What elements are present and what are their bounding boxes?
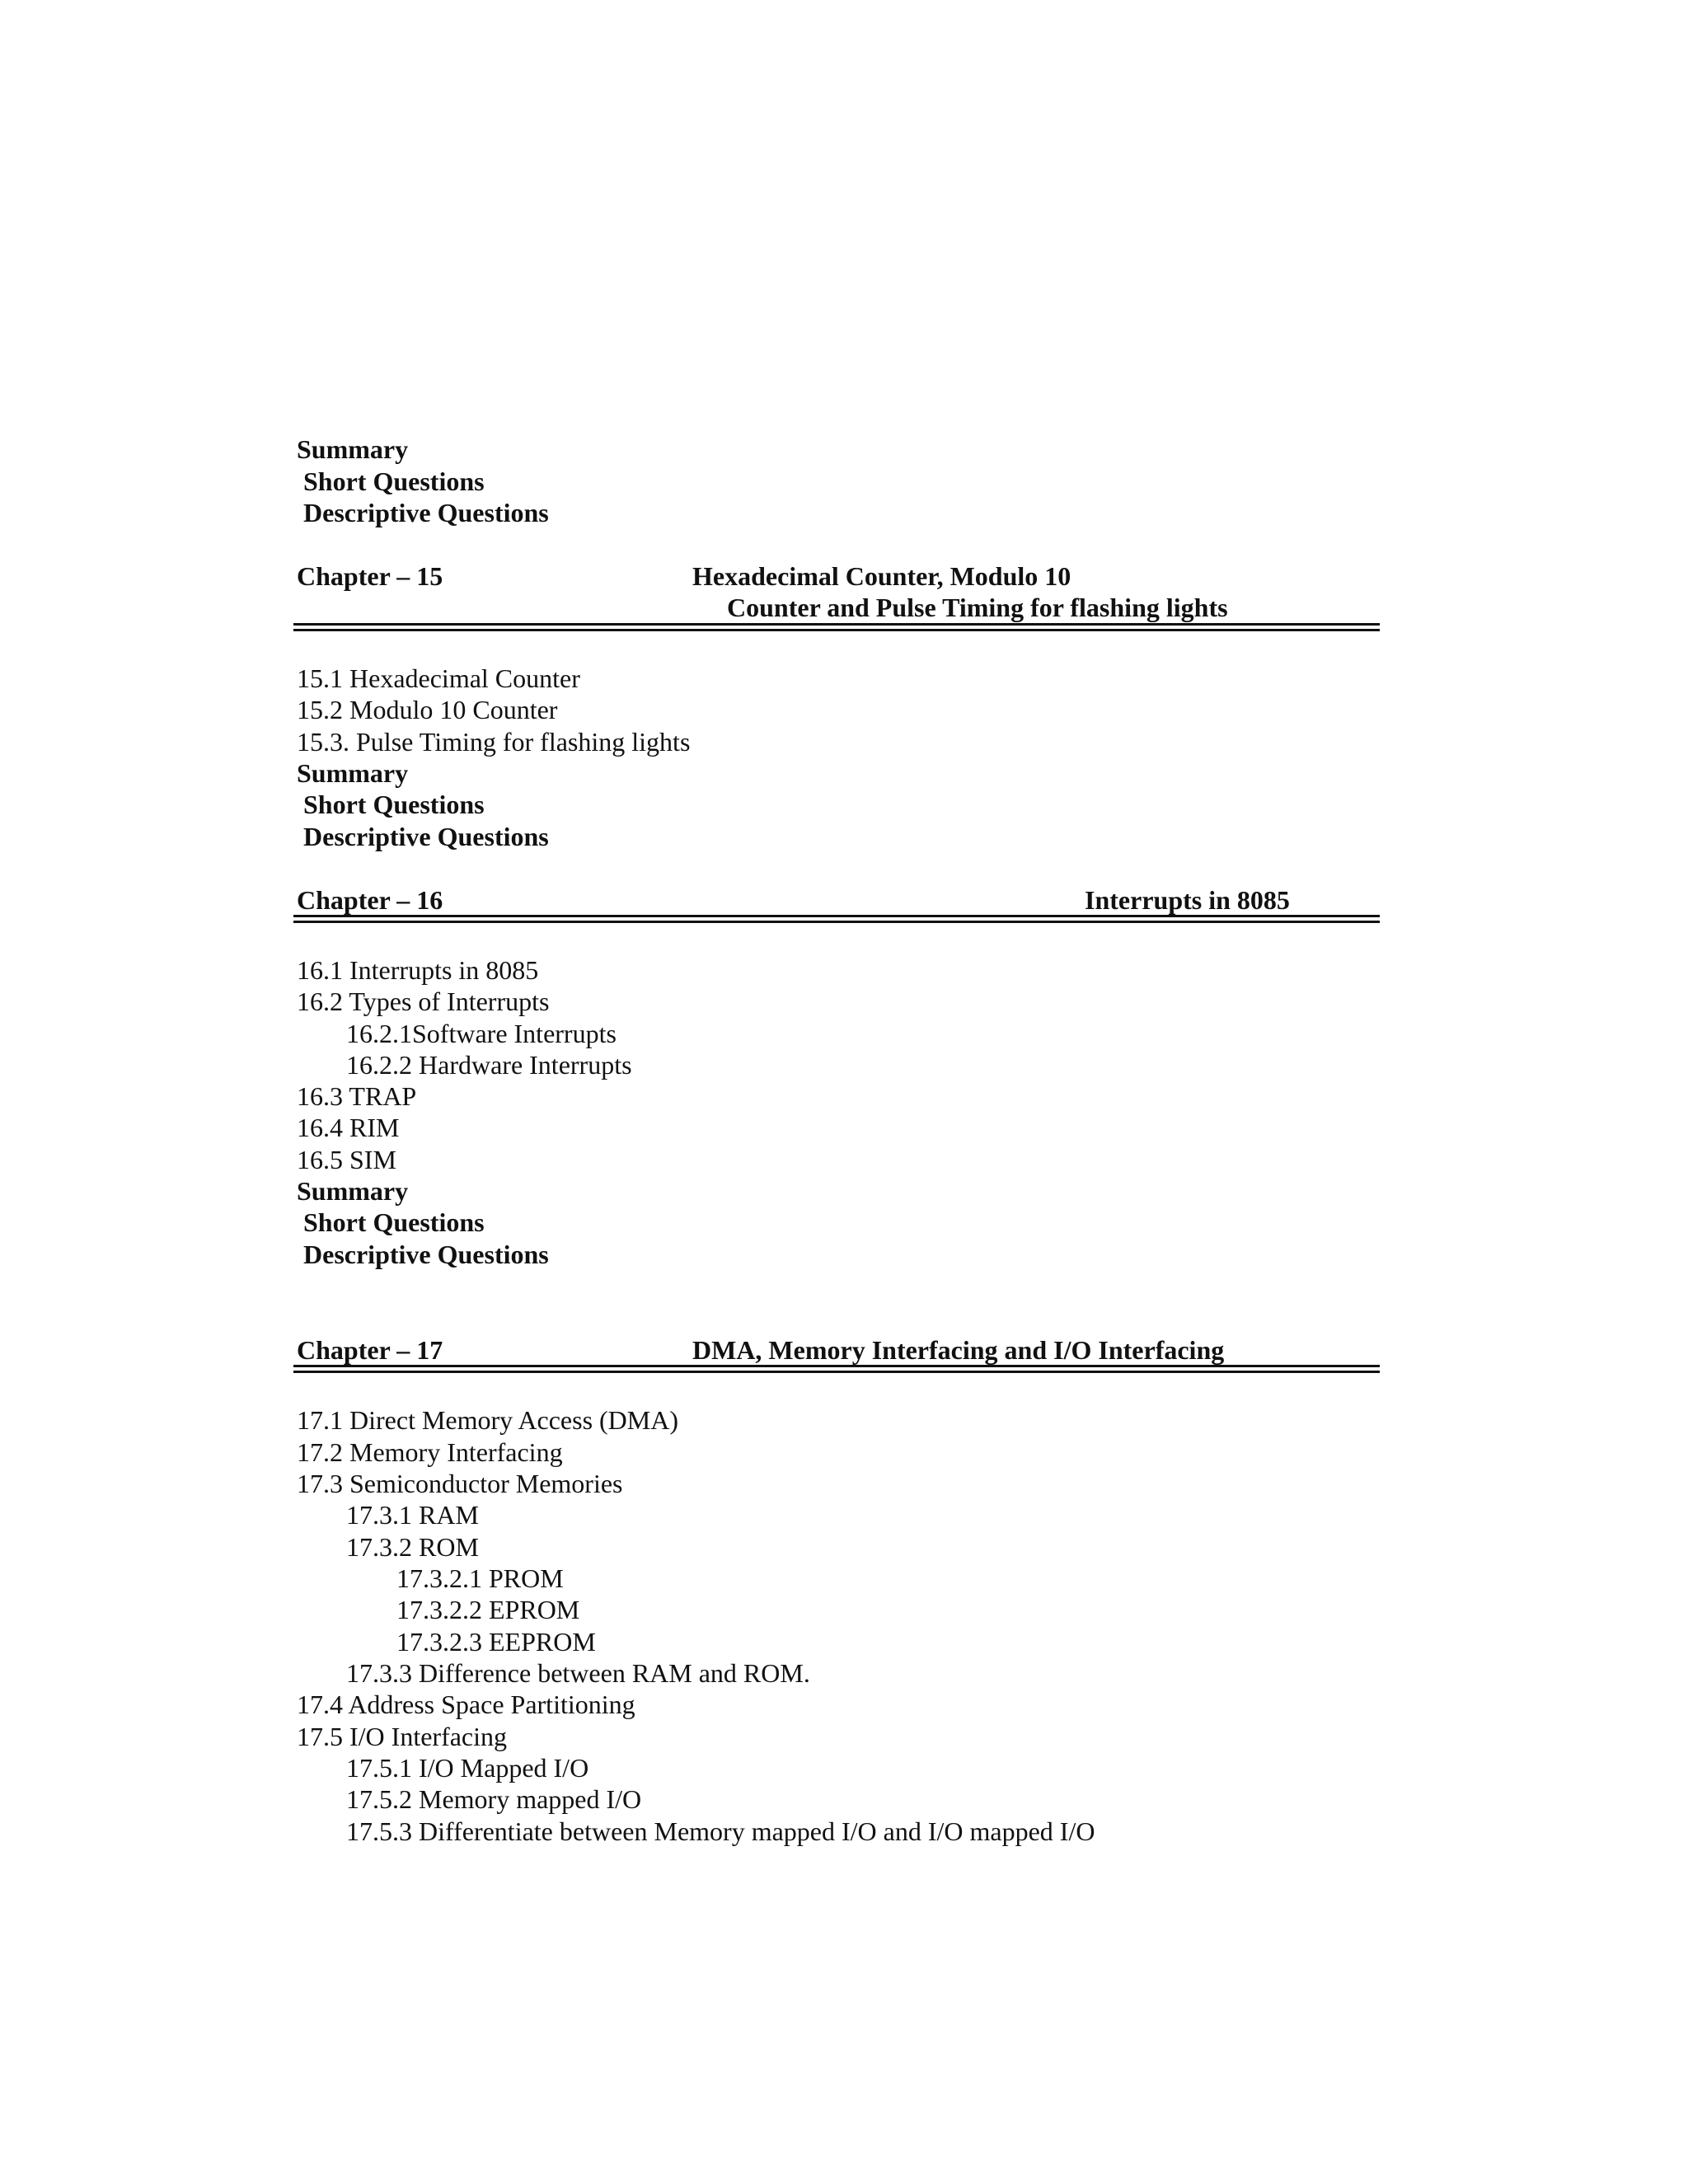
short-questions-heading: Short Questions <box>303 1207 485 1237</box>
toc-item: 16.2 Types of Interrupts <box>297 987 550 1016</box>
toc-subitem: 17.5.3 Differentiate between Memory mapped I/O and I/O mapped I/O <box>346 1816 1095 1846</box>
toc-subitem: 17.3.2 ROM <box>346 1532 479 1562</box>
summary-heading: Summary <box>297 1176 409 1206</box>
toc-subitem: 17.3.1 RAM <box>346 1500 479 1530</box>
short-questions-heading: Short Questions <box>303 790 485 819</box>
toc-subsubitem: 17.3.2.2 EPROM <box>396 1595 580 1624</box>
toc-item: 15.1 Hexadecimal Counter <box>297 663 580 693</box>
toc-item: 16.1 Interrupts in 8085 <box>297 955 539 985</box>
toc-item: 15.3. Pulse Timing for flashing lights <box>297 727 691 757</box>
chapter-17-title: DMA, Memory Interfacing and I/O Interfacing <box>692 1335 1225 1365</box>
chapter-16-rule <box>293 915 1380 923</box>
toc-subsubitem: 17.3.2.1 PROM <box>396 1563 564 1593</box>
chapter-17-rule <box>293 1365 1380 1373</box>
summary-heading: Summary <box>297 758 409 788</box>
toc-item: 15.2 Modulo 10 Counter <box>297 695 558 724</box>
descriptive-questions-heading: Descriptive Questions <box>303 498 549 527</box>
toc-item: 16.3 TRAP <box>297 1081 417 1111</box>
chapter-15-title-line2: Counter and Pulse Timing for flashing lights <box>727 593 1228 622</box>
short-questions-heading: Short Questions <box>303 466 485 496</box>
descriptive-questions-heading: Descriptive Questions <box>303 822 549 851</box>
toc-subitem: 17.5.2 Memory mapped I/O <box>346 1784 642 1814</box>
toc-subitem: 17.3.3 Difference between RAM and ROM. <box>346 1658 810 1688</box>
toc-subitem: 17.5.1 I/O Mapped I/O <box>346 1753 589 1783</box>
toc-item: 16.5 SIM <box>297 1145 396 1174</box>
chapter-17-label: Chapter – 17 <box>297 1335 443 1365</box>
summary-heading: Summary <box>297 434 409 464</box>
chapter-16-title: Interrupts in 8085 <box>1085 885 1290 915</box>
toc-item: 17.1 Direct Memory Access (DMA) <box>297 1405 678 1435</box>
toc-item: 17.3 Semiconductor Memories <box>297 1469 623 1498</box>
toc-item: 17.2 Memory Interfacing <box>297 1437 563 1467</box>
toc-subitem: 16.2.2 Hardware Interrupts <box>346 1050 632 1080</box>
toc-item: 16.4 RIM <box>297 1113 400 1142</box>
chapter-15-label: Chapter – 15 <box>297 561 443 591</box>
toc-subsubitem: 17.3.2.3 EEPROM <box>396 1627 596 1657</box>
toc-subitem: 16.2.1Software Interrupts <box>346 1019 617 1048</box>
chapter-16-label: Chapter – 16 <box>297 885 443 915</box>
descriptive-questions-heading: Descriptive Questions <box>303 1240 549 1269</box>
toc-item: 17.4 Address Space Partitioning <box>297 1690 635 1719</box>
chapter-15-rule <box>293 623 1380 631</box>
toc-item: 17.5 I/O Interfacing <box>297 1722 508 1751</box>
chapter-15-title-line1: Hexadecimal Counter, Modulo 10 <box>692 561 1071 591</box>
